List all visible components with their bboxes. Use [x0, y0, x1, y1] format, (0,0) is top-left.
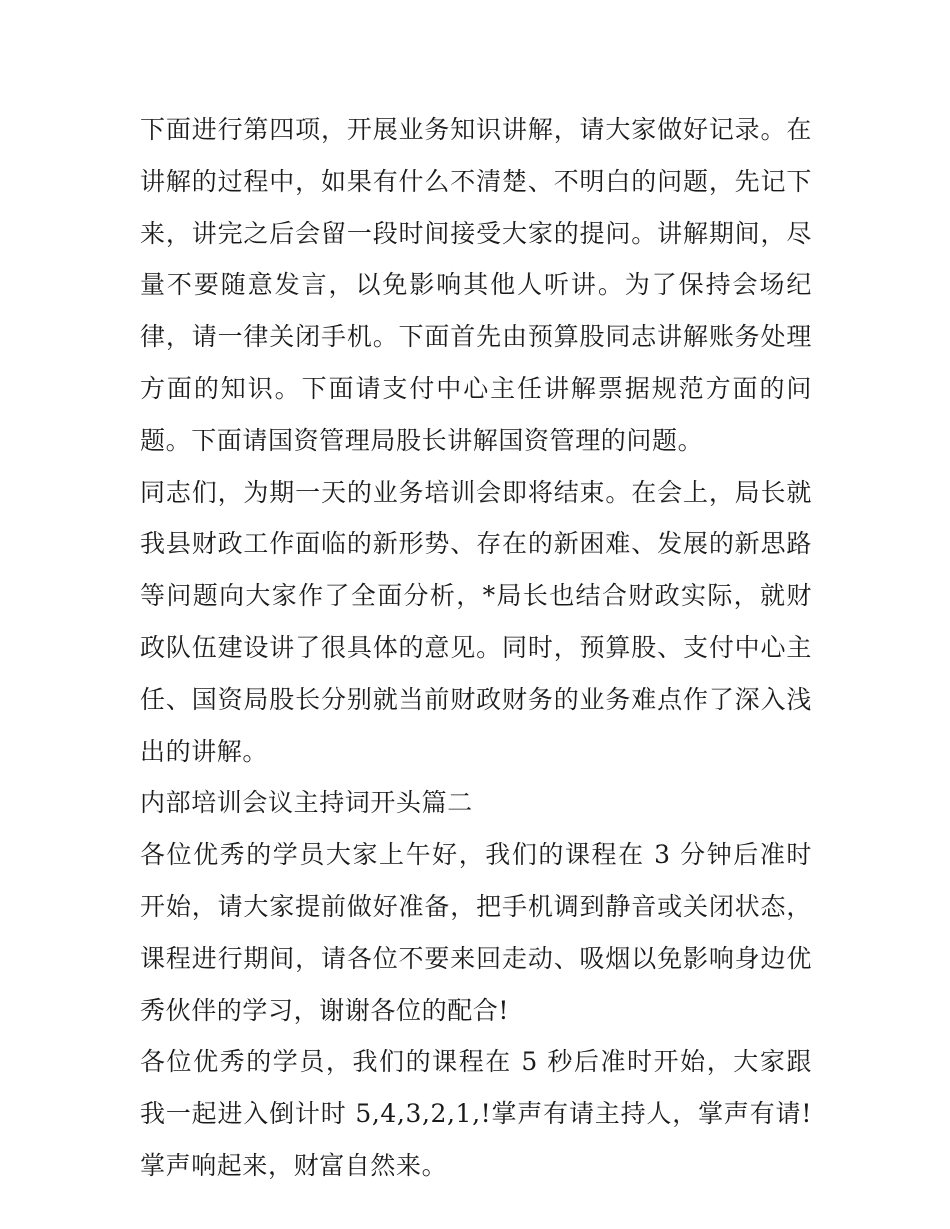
paragraph-closing-summary: 同志们，为期一天的业务培训会即将结束。在会上，局长就我县财政工作面临的新形势、存在的新困难、发展的新思路等问题向大家作了全面分析，*局长也结合财政实际，就财政队伍建设讲了很具体的意见。同时，预算股、支付中心主任、国资局股长分别就当前财政财务的业务难点作了深入浅出的讲解。 — [140, 477, 812, 766]
paragraph-training-intro: 下面进行第四项，开展业务知识讲解，请大家做好记录。在讲解的过程中，如果有什么不清楚、不明白的问题，先记下来，讲完之后会留一段时间接受大家的提问。讲解期间，尽量不要随意发言，以免影响其他人听讲。为了保持会场纪律，请一律关闭手机。下面首先由预算股同志讲解账务处理方面的知识。下面请支付中心主任讲解票据规范方面的问题。下面请国资管理局股长讲解国资管理的问题。 — [140, 115, 812, 455]
paragraph-countdown: 各位优秀的学员，我们的课程在 5 秒后准时开始，大家跟我一起进入倒计时 5,4,3,2,1,!掌声有请主持人，掌声有请! 掌声响起来，财富自然来。 — [140, 1047, 812, 1180]
document-body — [140, 104, 812, 1192]
paragraph-course-notice: 各位优秀的学员大家上午好，我们的课程在 3 分钟后准时开始，请大家提前做好准备，把手机调到静音或关闭状态，课程进行期间，请各位不要来回走动、吸烟以免影响身边优秀伙伴的学习，谢谢各位的配合! — [140, 840, 812, 1025]
section-heading: 内部培训会议主持词开头篇二 — [140, 788, 473, 818]
